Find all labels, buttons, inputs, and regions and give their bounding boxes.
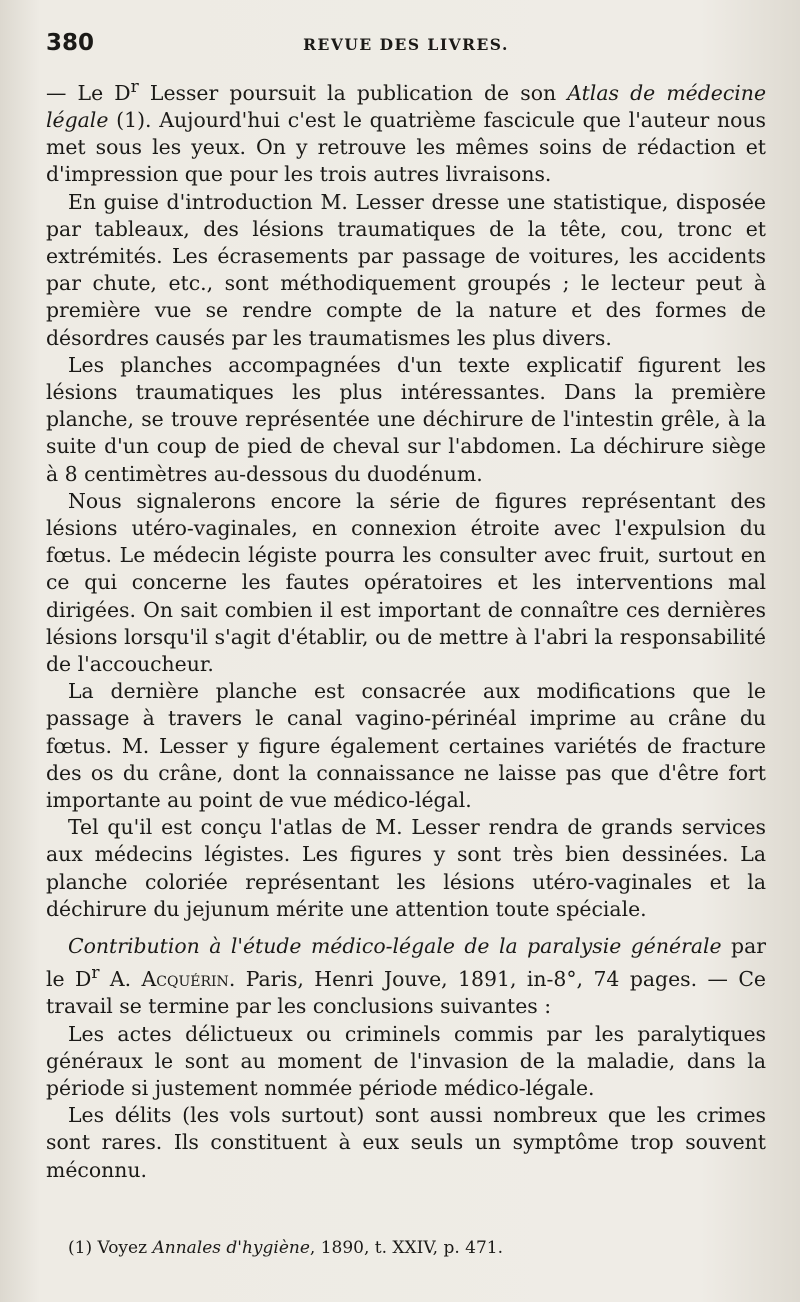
- text-run: Lesser poursuit la publication de son: [138, 80, 568, 105]
- paragraph-planches: Les planches accompagnées d'un texte explicatif figurent les lésions traumatiques les plus intéressantes. Dans la première planche, se trouve représentée une déchirure de l'intestin grêle, à la suite d'un coup de pied de cheval sur l'abdomen. La déchirure siège à 8 centimètres au-dessous du duodénum.: [46, 352, 766, 486]
- text-run: . Paris, Henri Jouve, 1891, in-8°, 74 pages. — Ce travail se termine par les conclusions suivantes :: [46, 967, 766, 1019]
- paragraph-actes-delictueux: Les actes délictueux ou criminels commis par les paralytiques généraux le sont au moment de l'invasion de la maladie, dans la période si justement nommée période médico-légale.: [46, 1021, 766, 1100]
- text-run: (1). Aujourd'hui c'est le quatrième fascicule que l'auteur nous met sous les yeux. On y retrouve les mêmes soins de rédaction et d'impression que pour les trois autres livraisons.: [46, 108, 766, 187]
- paragraph-derniere-planche: La dernière planche est consacrée aux modifications que le passage à travers le canal vagino-périnéal imprime au crâne du fœtus. M. Lesser y figure également certaines variétés de fracture des os du crâne, dont la connaissance ne laisse pas que d'être fort importante au point de vue médico-légal.: [46, 679, 766, 813]
- footnote: [46, 1238, 766, 1258]
- text-run: par le D: [46, 934, 766, 992]
- text-run: , 1890, t. XXIV, p. 471.: [309, 1238, 503, 1258]
- running-title: REVUE DES LIVRES.: [303, 35, 509, 54]
- book-title-italic: Contribution à l'étude médico-légale de la paralysie générale: [68, 934, 722, 959]
- body-text: [46, 74, 766, 1184]
- journal-title-italic: Annales d'hygiène: [152, 1238, 310, 1258]
- paragraph-contribution: [46, 933, 766, 1020]
- paragraph-introduction: En guise d'introduction M. Lesser dresse une statistique, disposée par tableaux, des lésions traumatiques de la tête, cou, tronc et extrémités. Les écrasements par passage de voitures, les accidents par chute, etc., sont méthodiquement groupés ; le lecteur peut à première vue se rendre compte de la nature et des formes de désordres causés par les traumatismes les plus divers.: [46, 189, 766, 350]
- text-run: A.: [99, 967, 142, 992]
- author-name: Acquérin: [141, 967, 229, 992]
- book-title-italic: Atlas de médecine légale: [46, 80, 767, 132]
- paragraph-delits: Les délits (les vols surtout) sont aussi nombreux que les crimes sont rares. Ils constituent à eux seuls un symptôme trop souvent méconnu.: [46, 1103, 766, 1182]
- text-run: — Le D: [46, 80, 131, 105]
- paragraph-conclusion-atlas: Tel qu'il est conçu l'atlas de M. Lesser rendra de grands services aux médecins légistes. Les figures y sont très bien dessinées. La planche coloriée représentant les lésions utéro-vaginales et la déchirure du jejunum mérite une attention toute spéciale.: [46, 815, 766, 921]
- page-header: [46, 30, 766, 74]
- text-run: (1) Voyez: [68, 1238, 153, 1258]
- page-number: 380: [46, 30, 95, 56]
- paragraph-lesions-utero-vaginales: Nous signalerons encore la série de figures représentant des lésions utéro-vaginales, en connexion étroite avec l'expulsion du fœtus. Le médecin légiste pourra les consulter avec fruit, surtout en ce qui concerne les fautes opératoires et les interventions mal dirigées. On sait combien il est important de connaître ces dernières lésions lorsqu'il s'agit d'établir, ou de mettre à l'abri la responsabilité de l'accoucheur.: [46, 488, 766, 677]
- paragraph-lesser-atlas: [46, 74, 766, 189]
- superscript: r: [130, 77, 139, 97]
- superscript: r: [91, 963, 100, 984]
